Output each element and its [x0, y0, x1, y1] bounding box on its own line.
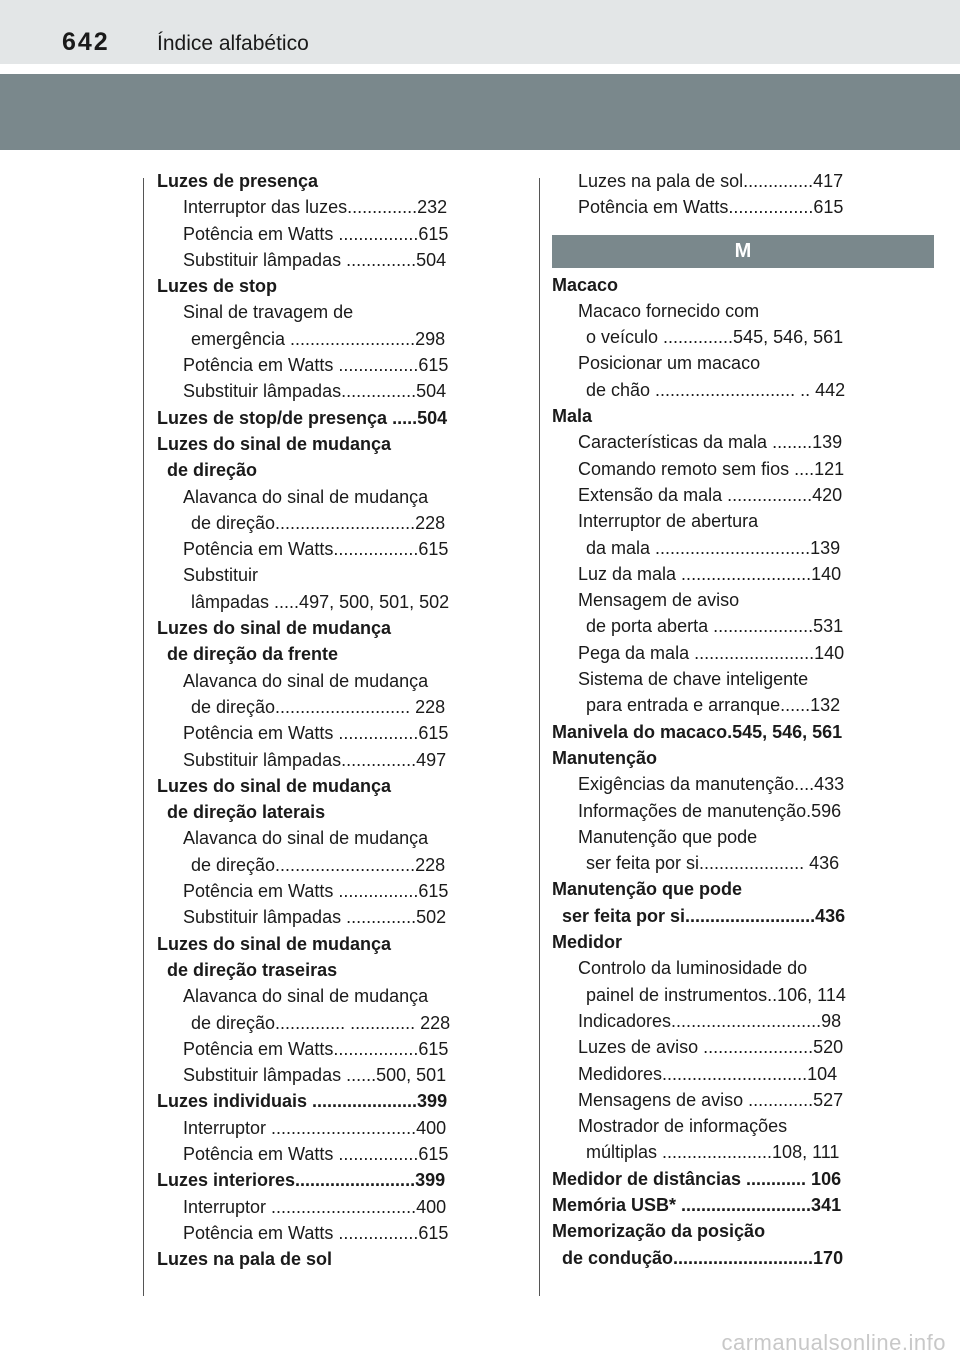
- index-entry-heading: Manutenção: [552, 747, 658, 768]
- index-entry: Luzes de aviso ......................520: [578, 1037, 844, 1058]
- index-entry: Alavanca do sinal de mudança: [183, 986, 429, 1007]
- index-column-left: [157, 168, 469, 1272]
- index-entry: de direção.............. ............. 228: [191, 1012, 451, 1033]
- index-entry: de direção........................... 228: [191, 696, 446, 717]
- index-entry: Sinal de travagem de: [183, 302, 354, 323]
- index-entry: múltiplas ......................108, 111: [586, 1142, 840, 1163]
- index-entry-heading: de direção da frente: [167, 644, 339, 665]
- index-entry: Interruptor .............................400: [183, 1196, 447, 1217]
- page-title: Índice alfabético: [157, 32, 309, 55]
- column-divider-left: [143, 178, 144, 1296]
- index-entry: de chão ............................ .. 442: [586, 379, 846, 400]
- index-entry: Substituir lâmpadas ..............502: [183, 907, 447, 928]
- index-entry: Alavanca do sinal de mudança: [183, 486, 429, 507]
- index-entry: Substituir lâmpadas...............497: [183, 749, 447, 770]
- watermark: carmanualsonline.info: [721, 1330, 946, 1355]
- index-entry: Substituir lâmpadas ......500, 501: [183, 1065, 447, 1086]
- index-entry: ser feita por si..................... 436: [586, 853, 840, 874]
- index-entry: Potência em Watts.................615: [183, 1038, 449, 1059]
- index-entry-heading: Memória USB* ..........................341: [552, 1194, 842, 1215]
- index-entry: Mensagem de aviso: [578, 590, 740, 611]
- index-entry: Substituir: [183, 565, 259, 586]
- index-entry: Potência em Watts ................615: [183, 1222, 449, 1243]
- index-entry: Alavanca do sinal de mudança: [183, 828, 429, 849]
- index-entry: Posicionar um macaco: [578, 353, 761, 374]
- index-entry: Características da mala ........139: [578, 432, 843, 453]
- index-entry: emergência .........................298: [191, 328, 446, 349]
- index-entry: Potência em Watts ................615: [183, 723, 449, 744]
- index-entry-heading: Medidor de distâncias ............ 106: [552, 1168, 842, 1189]
- index-entry: Interruptor de abertura: [578, 511, 759, 532]
- index-entry: Pega da mala ........................140: [578, 642, 845, 663]
- index-entry: para entrada e arranque......132: [586, 695, 841, 716]
- index-entry-heading: de direção: [167, 460, 258, 481]
- index-entry: Controlo da luminosidade do: [578, 958, 808, 979]
- index-entry: o veículo ..............545, 546, 561: [586, 327, 844, 348]
- index-entry: Mensagens de aviso .............527: [578, 1089, 844, 1110]
- index-entry-heading: Luzes de stop: [157, 276, 278, 297]
- index-entry-heading: Macaco: [552, 274, 619, 295]
- index-entry-heading: Manivela do macaco.545, 546, 561: [552, 721, 843, 742]
- index-entry: Alavanca do sinal de mudança: [183, 670, 429, 691]
- index-entry-heading: Luzes de presença: [157, 171, 319, 191]
- index-entry-heading: Manutenção que pode: [552, 879, 743, 900]
- index-entry: Exigências da manutenção....433: [578, 774, 845, 795]
- section-letter-band: M: [552, 235, 934, 268]
- header-band: [0, 74, 960, 150]
- index-entry: Sistema de chave inteligente: [578, 669, 809, 690]
- index-entry-heading: Luzes de stop/de presença .....504: [157, 407, 448, 428]
- index-entry-heading: Luzes do sinal de mudança: [157, 933, 392, 954]
- index-entry-heading: Medidor: [552, 932, 622, 953]
- index-entry: de direção............................228: [191, 512, 446, 533]
- index-entry-heading: Luzes na pala de sol: [157, 1249, 333, 1270]
- index-entry-heading: Luzes do sinal de mudança: [157, 775, 392, 796]
- index-entry-heading: Luzes interiores........................399: [157, 1170, 446, 1191]
- index-entry-heading: Luzes do sinal de mudança: [157, 433, 392, 454]
- index-entry: Interruptor .............................400: [183, 1117, 447, 1138]
- index-entry: Indicadores..............................98: [578, 1010, 842, 1031]
- index-entry: Potência em Watts ................615: [183, 223, 449, 244]
- index-entry-heading: de direção laterais: [167, 802, 326, 823]
- index-entry-heading: de direção traseiras: [167, 959, 338, 980]
- page-header: [0, 0, 960, 64]
- index-entry: Substituir lâmpadas ..............504: [183, 249, 447, 270]
- index-entry: de porta aberta ....................531: [586, 616, 844, 637]
- index-entry: Substituir lâmpadas...............504: [183, 381, 447, 402]
- index-entry: painel de instrumentos..106, 114: [586, 984, 846, 1005]
- index-entry: lâmpadas .....497, 500, 501, 502: [191, 591, 450, 612]
- index-entry-heading: Mala: [552, 406, 593, 427]
- index-entry: Potência em Watts.................615: [578, 197, 844, 218]
- index-entry-heading: Memorização da posição: [552, 1221, 766, 1242]
- column-divider-middle: [539, 178, 540, 1296]
- index-column-right: [552, 168, 864, 1271]
- index-entry: Luzes na pala de sol..............417: [578, 171, 844, 191]
- index-entry: de direção............................228: [191, 854, 446, 875]
- index-entry: da mala ...............................139: [586, 537, 841, 558]
- index-entry-heading: de condução............................170: [562, 1247, 844, 1268]
- index-entry: Interruptor das luzes..............232: [183, 197, 448, 218]
- index-entry: Comando remoto sem fios ....121: [578, 458, 845, 479]
- index-entry-heading: Luzes do sinal de mudança: [157, 618, 392, 639]
- index-entry: Manutenção que pode: [578, 826, 758, 847]
- index-entry: Macaco fornecido com: [578, 300, 760, 321]
- index-entry: Medidores.............................104: [578, 1063, 838, 1084]
- page-number: 642: [62, 28, 110, 56]
- index-entry: Mostrador de informações: [578, 1116, 788, 1137]
- index-entry: Potência em Watts ................615: [183, 1143, 449, 1164]
- index-entry: Luz da mala ..........................140: [578, 563, 842, 584]
- index-right-main-entries: [552, 272, 864, 1271]
- index-entry-heading: ser feita por si..........................436: [562, 905, 846, 926]
- index-entry: Informações de manutenção.596: [578, 800, 842, 821]
- index-entry: Potência em Watts ................615: [183, 881, 449, 902]
- index-entry-heading: Luzes individuais .....................399: [157, 1091, 448, 1112]
- index-right-top-entries: [552, 168, 864, 221]
- index-entry: Extensão da mala .................420: [578, 484, 843, 505]
- index-entry: Potência em Watts ................615: [183, 355, 449, 376]
- index-entry: Potência em Watts.................615: [183, 539, 449, 560]
